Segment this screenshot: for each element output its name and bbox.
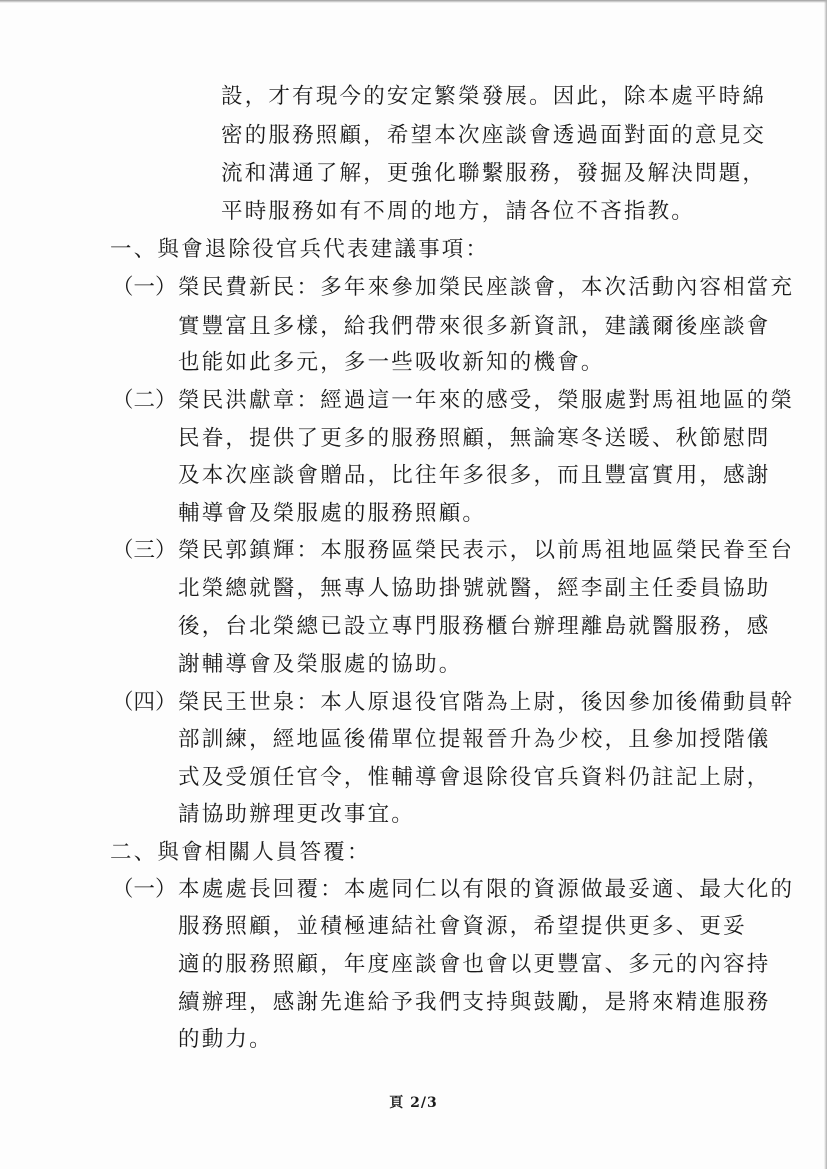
- item-number: （一）: [112, 877, 177, 902]
- item-line: 北榮總就醫，無專人協助掛號就醫，經李副主任委員協助: [178, 576, 771, 601]
- item-line: 榮民郭鎮輝：本服務區榮民表示，以前馬祖地區榮民眷至台: [178, 538, 795, 563]
- item-line: 式及受頒任官令，惟輔導會退除役官兵資料仍註記上尉，: [178, 765, 771, 790]
- item-line: 適的服務照顧，年度座談會也會以更豐富、多元的內容持: [178, 952, 771, 977]
- item-line: 民眷，提供了更多的服務照顧，無論寒冬送暖、秋節慰問: [178, 426, 771, 451]
- intro-line: 密的服務照顧，希望本次座談會透過面對面的意見交: [221, 123, 767, 148]
- item-line: 本處處長回覆：本處同仁以有限的資源做最妥適、最大化的: [178, 877, 795, 902]
- item-line: 部訓練，經地區後備單位提報晉升為少校，且參加授階儀: [178, 727, 771, 752]
- item-line: 後，台北榮總已設立專門服務櫃台辦理離島就醫服務，感: [178, 614, 771, 639]
- item-line: 也能如此多元，多一些吸收新知的機會。: [178, 350, 605, 375]
- item-number: （二）: [112, 388, 177, 413]
- item-line: 請協助辦理更改事宜。: [178, 802, 416, 827]
- item-number: （一）: [112, 275, 177, 300]
- item-line: 榮民費新民：多年來參加榮民座談會，本次活動內容相當充: [178, 275, 795, 300]
- item-number: （四）: [112, 690, 177, 715]
- item-line: 續辦理，感謝先進給予我們支持與鼓勵，是將來精進服務: [178, 990, 771, 1015]
- item-line: 的動力。: [178, 1027, 273, 1052]
- item-line: 及本次座談會贈品，比往年多很多，而且豐富實用，感謝: [178, 463, 771, 488]
- item-number: （三）: [112, 538, 177, 563]
- item-line: 實豐富且多樣，給我們帶來很多新資訊，建議爾後座談會: [178, 314, 771, 339]
- item-line: 榮民王世泉：本人原退役官階為上尉，後因參加後備動員幹: [178, 690, 795, 715]
- scan-edge: [0, 0, 827, 3]
- intro-line: 設，才有現今的安定繁榮發展。因此，除本處平時綿: [221, 84, 767, 109]
- section-heading: 二、與會相關人員答覆：: [110, 840, 371, 865]
- section-heading: 一、與會退除役官兵代表建議事項：: [110, 237, 490, 262]
- item-line: 輔導會及榮服處的服務照顧。: [178, 501, 487, 526]
- intro-line: 平時服務如有不周的地方，請各位不吝指教。: [221, 199, 696, 224]
- item-line: 榮民洪獻章：經過這一年來的感受，榮服處對馬祖地區的榮: [178, 388, 795, 413]
- item-line: 服務照顧，並積極連結社會資源，希望提供更多、更妥: [178, 914, 747, 939]
- item-line: 謝輔導會及榮服處的協助。: [178, 652, 463, 677]
- intro-line: 流和溝通了解，更強化聯繫服務，發掘及解決問題，: [221, 161, 767, 186]
- page-number: 頁 2/3: [389, 1095, 438, 1111]
